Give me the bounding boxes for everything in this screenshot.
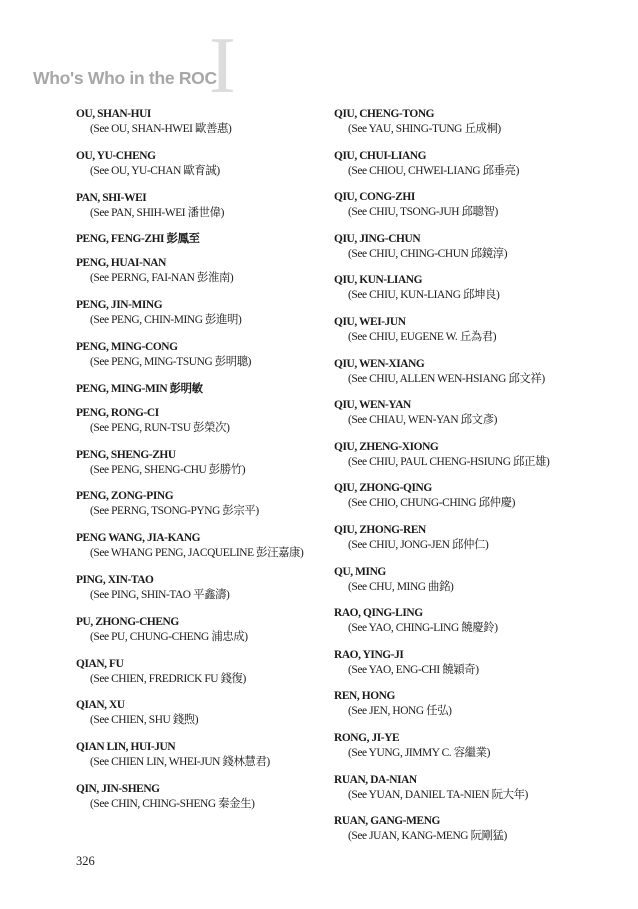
entry-name: QIU, CHENG-TONG — [334, 108, 435, 120]
index-entry — [76, 698, 338, 740]
entry-name: QIU, JING-CHUN — [334, 232, 421, 245]
index-entry — [334, 648, 624, 690]
index-entry — [76, 232, 338, 256]
entry-cross-reference: (See OU, SHAN-HWEI 歐善惠) — [90, 123, 232, 135]
entry-name: QIU, ZHENG-XIONG — [334, 440, 439, 453]
entry-cross-reference: (See PING, SHIN-TAO 平鑫濤) — [90, 588, 230, 601]
entry-name: REN, HONG — [334, 690, 395, 703]
entry-cross-reference: (See PENG, MING-TSUNG 彭明聰) — [90, 355, 252, 368]
index-entry — [76, 782, 338, 824]
entry-cross-reference: (See YAO, ENG-CHI 饒穎奇) — [348, 663, 479, 676]
entry-name: OU, SHAN-HUI — [76, 108, 151, 120]
entry-cross-reference: (See WHANG PENG, JACQUELINE 彭汪嘉康) — [90, 547, 304, 560]
entry-name: QIU, CHUI-LIANG — [334, 149, 427, 162]
index-entry — [76, 406, 338, 448]
index-entry — [334, 315, 624, 357]
entry-cross-reference: (See PERNG, TSONG-PYNG 彭宗平) — [90, 505, 259, 518]
index-entry — [76, 615, 338, 657]
entry-name: RUAN, DA-NIAN — [334, 773, 417, 786]
index-entry — [76, 657, 338, 699]
entry-cross-reference: (See PERNG, FAI-NAN 彭淮南) — [90, 272, 234, 285]
entry-cross-reference: (See CHIU, CHING-CHUN 邱鏡淳) — [348, 247, 508, 260]
index-entry — [76, 340, 338, 382]
entry-cross-reference: (See CHIAU, WEN-YAN 邱文彥) — [348, 414, 498, 427]
page-number: 326 — [76, 854, 95, 868]
index-entry — [76, 191, 338, 233]
entry-cross-reference: (See YUAN, DANIEL TA-NIEN 阮大年) — [348, 788, 528, 801]
index-entry — [334, 523, 624, 565]
index-entry — [334, 107, 624, 149]
index-entry — [76, 149, 338, 191]
entry-name: QIAN, FU — [76, 657, 124, 670]
index-entry — [334, 149, 624, 191]
index-entry — [76, 573, 338, 615]
index-entry — [334, 232, 624, 274]
index-entry — [334, 357, 624, 399]
entry-cross-reference: (See CHIO, CHUNG-CHING 邱仲慶) — [348, 497, 516, 510]
entry-name: QU, MING — [334, 565, 386, 578]
index-entry — [76, 448, 338, 490]
entry-name: QIU, WEN-XIANG — [334, 357, 425, 370]
entry-name: RUAN, GANG-MENG — [334, 815, 440, 828]
entry-name: PENG, RONG-CI — [76, 406, 159, 419]
entry-cross-reference: (See CHIU, KUN-LIANG 邱坤良) — [348, 289, 500, 302]
running-header — [33, 22, 293, 110]
entry-name: PENG, SHENG-ZHU — [76, 448, 176, 461]
entry-cross-reference: (See CHIU, JONG-JEN 邱仲仁) — [348, 538, 489, 551]
index-entry — [334, 731, 624, 773]
entry-name: QIN, JIN-SHENG — [76, 782, 160, 795]
entry-name: PENG, HUAI-NAN — [76, 257, 166, 270]
index-entry — [334, 565, 624, 607]
entry-cross-reference: (See CHIU, PAUL CHENG-HSIUNG 邱正雄) — [348, 455, 550, 468]
entry-cross-reference: (See PU, CHUNG-CHENG 浦忠成) — [90, 630, 248, 643]
index-entry — [76, 256, 338, 298]
entry-name: PENG, ZONG-PING — [76, 490, 174, 503]
entry-cross-reference: (See OU, YU-CHAN 歐育誠) — [90, 164, 220, 177]
entry-cross-reference: (See PENG, CHIN-MING 彭進明) — [90, 314, 242, 327]
index-entry — [76, 740, 338, 782]
entry-name: QIU, KUN-LIANG — [334, 274, 423, 287]
entry-name: PING, XIN-TAO — [76, 573, 154, 586]
entry-cross-reference: (See CHIEN, SHU 錢煦) — [90, 714, 199, 727]
entry-cross-reference: (See CHIN, CHING-SHENG 秦金生) — [90, 797, 255, 810]
entry-cross-reference: (See CHIU, EUGENE W. 丘為君) — [348, 330, 497, 343]
entry-cross-reference: (See CHIEN LIN, WHEI-JUN 錢林慧君) — [90, 756, 270, 769]
entry-name: PENG, MING-MIN 彭明敏 — [76, 382, 203, 395]
index-entry — [334, 273, 624, 315]
entry-cross-reference: (See PAN, SHIH-WEI 潘世偉) — [90, 206, 225, 219]
index-entry — [76, 298, 338, 340]
entry-name: PAN, SHI-WEI — [76, 191, 147, 204]
entry-name: RONG, JI-YE — [334, 731, 400, 744]
entry-cross-reference: (See CHIEN, FREDRICK FU 錢復) — [90, 672, 246, 685]
entry-cross-reference: (See JUAN, KANG-MENG 阮剛猛) — [348, 830, 507, 843]
entry-name: RAO, QING-LING — [334, 607, 423, 620]
entry-cross-reference: (See YAU, SHING-TUNG 丘成桐) — [348, 123, 501, 135]
entry-name: QIU, CONG-ZHI — [334, 191, 415, 204]
entry-name: QIAN LIN, HUI-JUN — [76, 741, 176, 754]
entry-name: PENG, MING-CONG — [76, 340, 178, 353]
entry-cross-reference: (See CHIU, ALLEN WEN-HSIANG 邱文祥) — [348, 372, 545, 385]
section-letter: I — [209, 22, 236, 110]
entry-cross-reference: (See JEN, HONG 任弘) — [348, 705, 452, 718]
entry-name: QIU, WEN-YAN — [334, 399, 411, 412]
index-entry — [334, 606, 624, 648]
entry-cross-reference: (See CHU, MING 曲銘) — [348, 580, 454, 593]
entry-name: PENG, FENG-ZHI 彭鳳至 — [76, 233, 200, 246]
index-entry — [76, 382, 338, 406]
index-entry — [334, 814, 624, 856]
entry-cross-reference: (See CHIU, TSONG-JUH 邱聰智) — [348, 206, 498, 219]
index-entry — [334, 689, 624, 731]
entry-cross-reference: (See YAO, CHING-LING 饒慶鈴) — [348, 622, 498, 635]
entry-name: QIAN, XU — [76, 699, 125, 712]
index-entry — [334, 773, 624, 815]
entry-cross-reference: (See YUNG, JIMMY C. 容繼業) — [348, 746, 491, 759]
right-column — [334, 107, 624, 856]
entry-name: RAO, YING-JI — [334, 648, 404, 661]
entry-name: OU, YU-CHENG — [76, 149, 156, 162]
entry-cross-reference: (See PENG, SHENG-CHU 彭勝竹) — [90, 463, 246, 476]
entry-name: PENG, JIN-MING — [76, 299, 163, 312]
index-entry — [334, 440, 624, 482]
index-entry — [76, 531, 338, 573]
entry-cross-reference: (See CHIOU, CHWEI-LIANG 邱垂亮) — [348, 164, 520, 177]
entry-name: QIU, ZHONG-QING — [334, 482, 432, 495]
entry-cross-reference: (See PENG, RUN-TSU 彭榮次) — [90, 421, 230, 434]
index-entry — [76, 489, 338, 531]
index-entry — [334, 190, 624, 232]
index-entry — [76, 107, 338, 149]
header-title: Who's Who in the ROC — [33, 68, 217, 88]
entry-name: QIU, ZHONG-REN — [334, 523, 426, 536]
entry-name: PENG WANG, JIA-KANG — [76, 532, 201, 545]
index-entry — [334, 481, 624, 523]
left-column — [76, 107, 338, 824]
entry-name: QIU, WEI-JUN — [334, 315, 406, 328]
index-entry — [334, 398, 624, 440]
entry-name: PU, ZHONG-CHENG — [76, 615, 179, 628]
